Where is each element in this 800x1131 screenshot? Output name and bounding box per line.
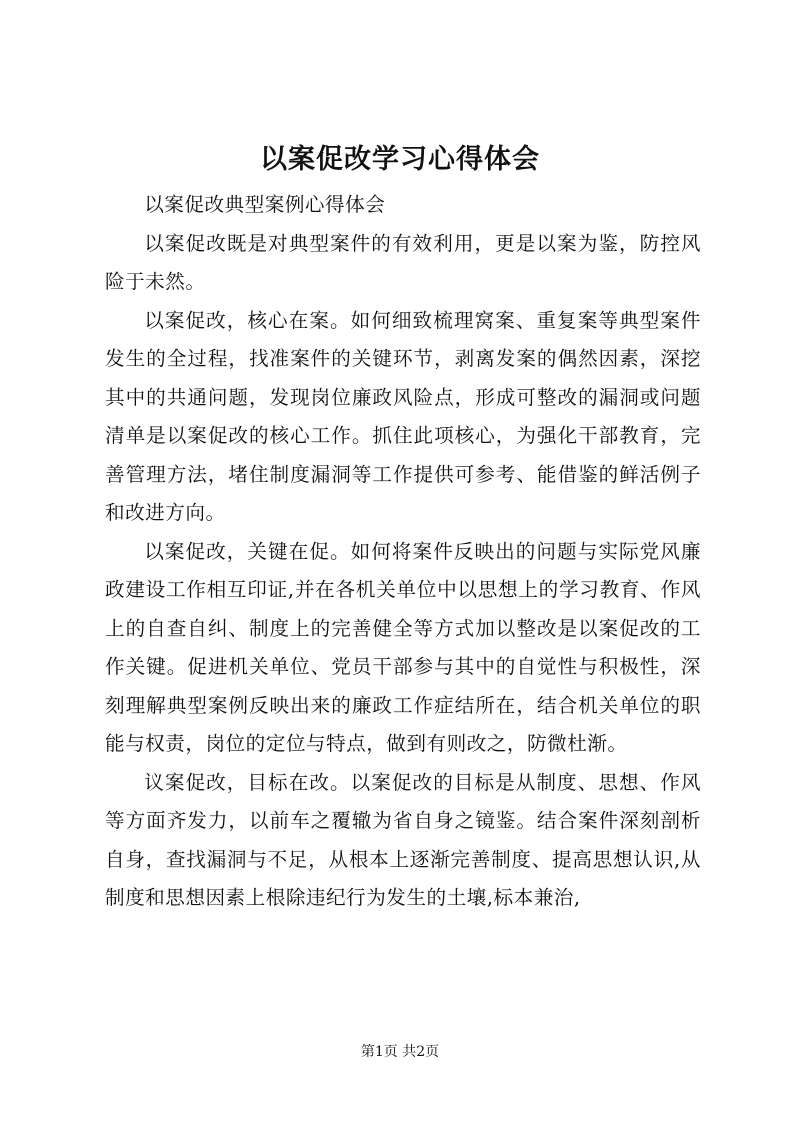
paragraph-key-in-promote: 以案促改，关键在促。如何将案件反映出的问题与实际党风廉政建设工作相互印证,并在各机关单位中以思想上的学习教育、作风上的自查自纠、制度上的完善健全等方式加以整改是以案促改的工作关键。促进机关单位、党员干部参与其中的自觉性与积极性，深刻理解典型案例反映出来的廉政工作症结所在，结合机关单位的职能与权责，岗位的定位与特点，做到有则改之，防微杜渐。	[105, 539, 701, 755]
paragraph-core-in-case: 以案促改，核心在案。如何细致梳理窝案、重复案等典型案件发生的全过程，找准案件的关键环节，剥离发案的偶然因素，深挖其中的共通问题，发现岗位廉政风险点，形成可整改的漏洞或问题清单是以案促改的核心工作。抓住此项核心，为强化干部教育，完善管理方法，堵住制度漏洞等工作提供可参考、能借鉴的鲜活例子和改进方向。	[105, 308, 701, 524]
document-body	[105, 186, 701, 918]
paragraph-intro: 以案促改既是对典型案件的有效利用，更是以案为鉴，防控风险于未然。	[105, 231, 701, 293]
document-title: 以案促改学习心得体会	[260, 144, 540, 175]
page-number-footer: 第1页 共2页	[360, 1044, 440, 1060]
paragraph-goal-in-reform: 议案促改，目标在改。以案促改的目标是从制度、思想、作风等方面齐发力，以前车之覆辙为省自身之镜鉴。结合案件深刻剖析自身，查找漏洞与不足，从根本上逐渐完善制度、提高思想认识,从制度和思想因素上根除违纪行为发生的土壤,标本兼治,	[105, 770, 701, 909]
paragraph-subtitle: 以案促改典型案例心得体会	[144, 193, 386, 216]
